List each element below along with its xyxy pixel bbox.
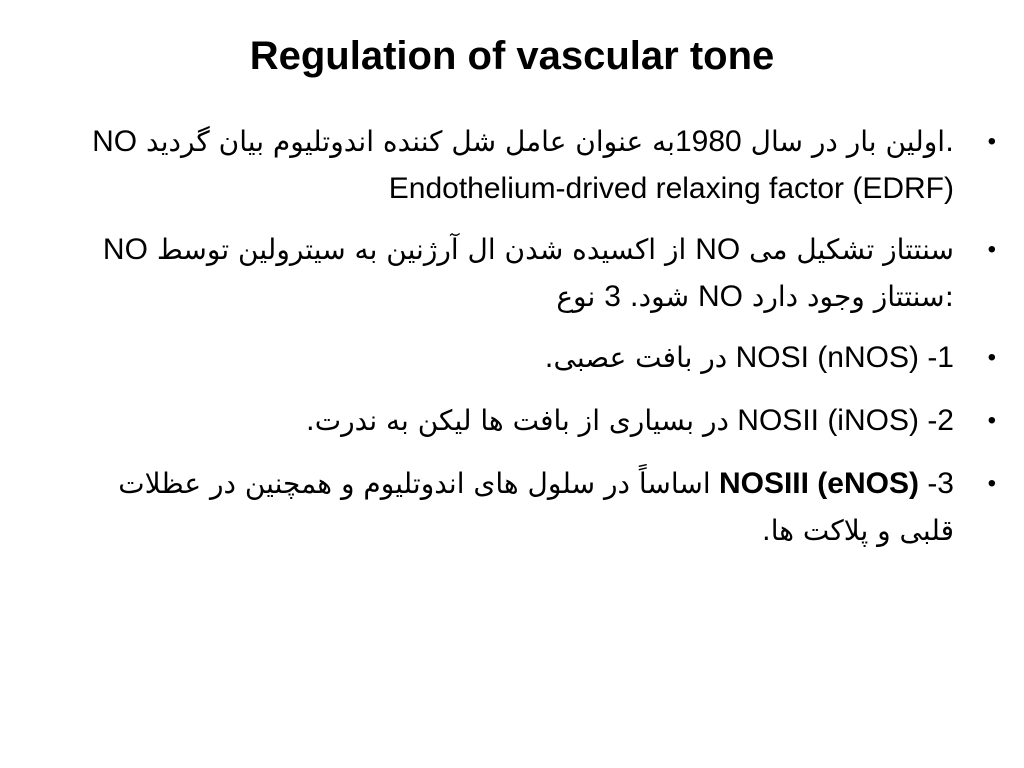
bullet-text: نوع: [556, 280, 698, 313]
bullet-dot: •: [987, 470, 996, 497]
isoform-code: NOSIII (eNOS): [710, 467, 928, 500]
bullet-text: سنتتاز وجود دارد:: [742, 280, 954, 313]
bullet-text: از اکسیده شدن ال آرژنین به سیترولین توسط: [147, 233, 696, 266]
isoform-number: -3: [927, 467, 954, 500]
bullet-text: اساساً در سلول های اندوتلیوم و همچنین در عظلات قلبی و پلاکت ها.: [118, 467, 954, 547]
bullet-item-2: [58, 226, 1004, 320]
bullet-list: [58, 118, 1004, 568]
edrf-term: Endothelium-drived relaxing factor (EDRF): [388, 172, 954, 205]
bullet-item-5: [58, 460, 1004, 554]
bullet-text: سنتتاز تشکیل می شود.: [620, 233, 954, 313]
synthase-count: 3: [604, 280, 621, 313]
bullet-text: به عنوان عامل شل کننده اندوتلیوم بیان گردید.: [146, 125, 954, 158]
bullet-dot: •: [987, 407, 996, 434]
isoform-code: NOSI (nNOS): [727, 341, 928, 374]
bullet-dot: •: [987, 236, 996, 263]
isoform-number: -1: [927, 341, 954, 374]
no-term: NO: [697, 280, 743, 313]
isoform-number: -2: [927, 404, 954, 437]
bullet-item-3: [58, 334, 1004, 381]
bullet-text: در بسیاری از بافت ها لیکن به ندرت.: [305, 404, 729, 437]
bullet-item-1: [58, 118, 1004, 212]
no-term: NO: [102, 233, 148, 266]
bullet-dot: •: [987, 128, 996, 155]
isoform-code: NOSII (iNOS): [728, 404, 928, 437]
bullet-dot: •: [987, 344, 996, 371]
year: 1980: [674, 125, 742, 158]
bullet-text: در بافت عصبی.: [544, 341, 728, 374]
slide-title: Regulation of vascular tone: [249, 34, 775, 78]
bullet-text: اولین بار در سال: [137, 125, 946, 158]
no-term: NO: [92, 125, 138, 158]
no-term: NO: [695, 233, 741, 266]
bullet-item-4: [58, 397, 1004, 444]
